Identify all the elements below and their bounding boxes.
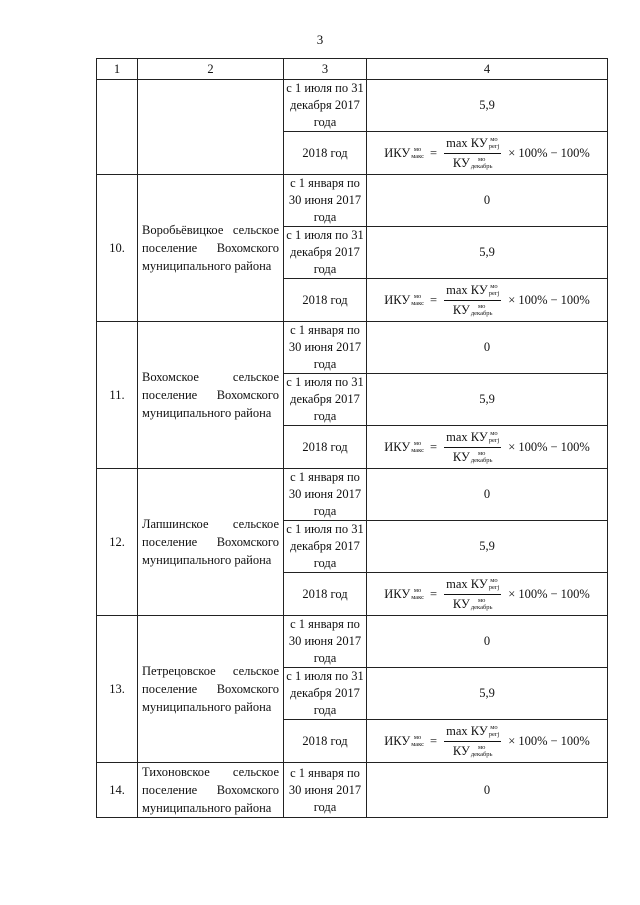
row-number-cell: 13. (97, 616, 138, 763)
header-col-1: 1 (97, 59, 138, 80)
settlement-name-line: муниципального района (142, 259, 272, 273)
settlement-name-line: поселение Вохомского (142, 682, 279, 696)
period-cell: с 1 января по 30 июня 2017 года (284, 175, 367, 227)
table-row (97, 175, 608, 227)
table-header-row (97, 59, 608, 80)
settlement-name-line: муниципального района (142, 700, 272, 714)
header-col-3: 3 (284, 59, 367, 80)
settlement-name-line: Вохомское сельское (142, 370, 279, 384)
header-col-4: 4 (367, 59, 608, 80)
formula-lhs: ИКУ мо макс (384, 439, 425, 454)
formula-fraction: max КУ мо регj КУ мо декабрь (446, 723, 500, 758)
table-row (97, 322, 608, 374)
header-col-2: 2 (138, 59, 284, 80)
formula-lhs: ИКУ мо макс (384, 733, 425, 748)
settlement-name-line: Тихоновское сельское (142, 765, 279, 779)
row-number-cell: 10. (97, 175, 138, 322)
settlement-name-line: поселение Вохомского (142, 388, 279, 402)
settlement-name (138, 515, 283, 569)
period-cell: 2018 год (284, 426, 367, 469)
row-number-cell: 12. (97, 469, 138, 616)
settlement-name-line: Лапшинское сельское (142, 517, 279, 531)
row-number-cell (97, 80, 138, 175)
period-cell: 2018 год (284, 132, 367, 175)
period-cell: с 1 июля по 31 декабря 2017 года (284, 374, 367, 426)
row-name-cell (138, 763, 284, 818)
value-cell: 5,9 (367, 374, 608, 426)
formula-fraction: max КУ мо регj КУ мо декабрь (446, 282, 500, 317)
formula-cell (367, 573, 608, 616)
settlement-name-line: поселение Вохомского (142, 241, 279, 255)
formula-cell (367, 426, 608, 469)
value-cell: 5,9 (367, 521, 608, 573)
period-cell: с 1 июля по 31 декабря 2017 года (284, 227, 367, 279)
settlement-name (138, 662, 283, 716)
row-name-cell (138, 175, 284, 322)
period-cell: 2018 год (284, 720, 367, 763)
formula-lhs: ИКУ мо макс (384, 586, 425, 601)
settlement-name-line: поселение Вохомского (142, 535, 279, 549)
period-cell: с 1 июля по 31 декабря 2017 года (284, 80, 367, 132)
row-number-cell: 14. (97, 763, 138, 818)
settlement-name (138, 763, 283, 817)
value-cell: 0 (367, 322, 608, 374)
formula-fraction: max КУ мо регj КУ мо декабрь (446, 429, 500, 464)
row-number-cell: 11. (97, 322, 138, 469)
formula-cell (367, 132, 608, 175)
formula-lhs: ИКУ мо макс (384, 292, 425, 307)
formula-cell (367, 720, 608, 763)
tariff-table (96, 58, 608, 818)
period-cell: с 1 января по 30 июня 2017 года (284, 322, 367, 374)
formula: ИКУ мо макс = max КУ мо регj КУ мо декабрь × 100% − 100% (384, 576, 590, 611)
settlement-name-line: муниципального района (142, 406, 272, 420)
table-row (97, 616, 608, 668)
formula: ИКУ мо макс = max КУ мо регj КУ мо декабрь × 100% − 100% (384, 723, 590, 758)
settlement-name-line: поселение Вохомского (142, 783, 279, 797)
formula-cell (367, 279, 608, 322)
settlement-name (138, 221, 283, 275)
row-name-cell (138, 469, 284, 616)
formula-fraction: max КУ мо регj КУ мо декабрь (446, 135, 500, 170)
value-cell: 0 (367, 616, 608, 668)
period-cell: 2018 год (284, 279, 367, 322)
formula-fraction: max КУ мо регj КУ мо декабрь (446, 576, 500, 611)
settlement-name-line: муниципального района (142, 801, 272, 815)
row-name-cell (138, 80, 284, 175)
period-cell: с 1 января по 30 июня 2017 года (284, 469, 367, 521)
settlement-name-line: муниципального района (142, 553, 272, 567)
formula: ИКУ мо макс = max КУ мо регj КУ мо декабрь × 100% − 100% (384, 429, 590, 464)
settlement-name-line: Петрецовское сельское (142, 664, 279, 678)
table-row (97, 469, 608, 521)
value-cell: 5,9 (367, 668, 608, 720)
row-name-cell (138, 322, 284, 469)
table-row (97, 80, 608, 132)
value-cell: 5,9 (367, 227, 608, 279)
period-cell: с 1 января по 30 июня 2017 года (284, 616, 367, 668)
period-cell: с 1 июля по 31 декабря 2017 года (284, 668, 367, 720)
settlement-name (138, 368, 283, 422)
value-cell: 0 (367, 763, 608, 818)
formula: ИКУ мо макс = max КУ мо регj КУ мо декабрь × 100% − 100% (384, 282, 590, 317)
settlement-name-line: Воробьёвицкое сельское (142, 223, 279, 237)
period-cell: с 1 июля по 31 декабря 2017 года (284, 521, 367, 573)
period-cell: 2018 год (284, 573, 367, 616)
formula-lhs: ИКУ мо макс (384, 145, 425, 160)
value-cell: 0 (367, 469, 608, 521)
period-cell: с 1 января по 30 июня 2017 года (284, 763, 367, 818)
value-cell: 5,9 (367, 80, 608, 132)
row-name-cell (138, 616, 284, 763)
formula: ИКУ мо макс = max КУ мо регj КУ мо декабрь × 100% − 100% (384, 135, 590, 170)
page-number: 3 (316, 32, 324, 47)
value-cell: 0 (367, 175, 608, 227)
table-row (97, 763, 608, 818)
